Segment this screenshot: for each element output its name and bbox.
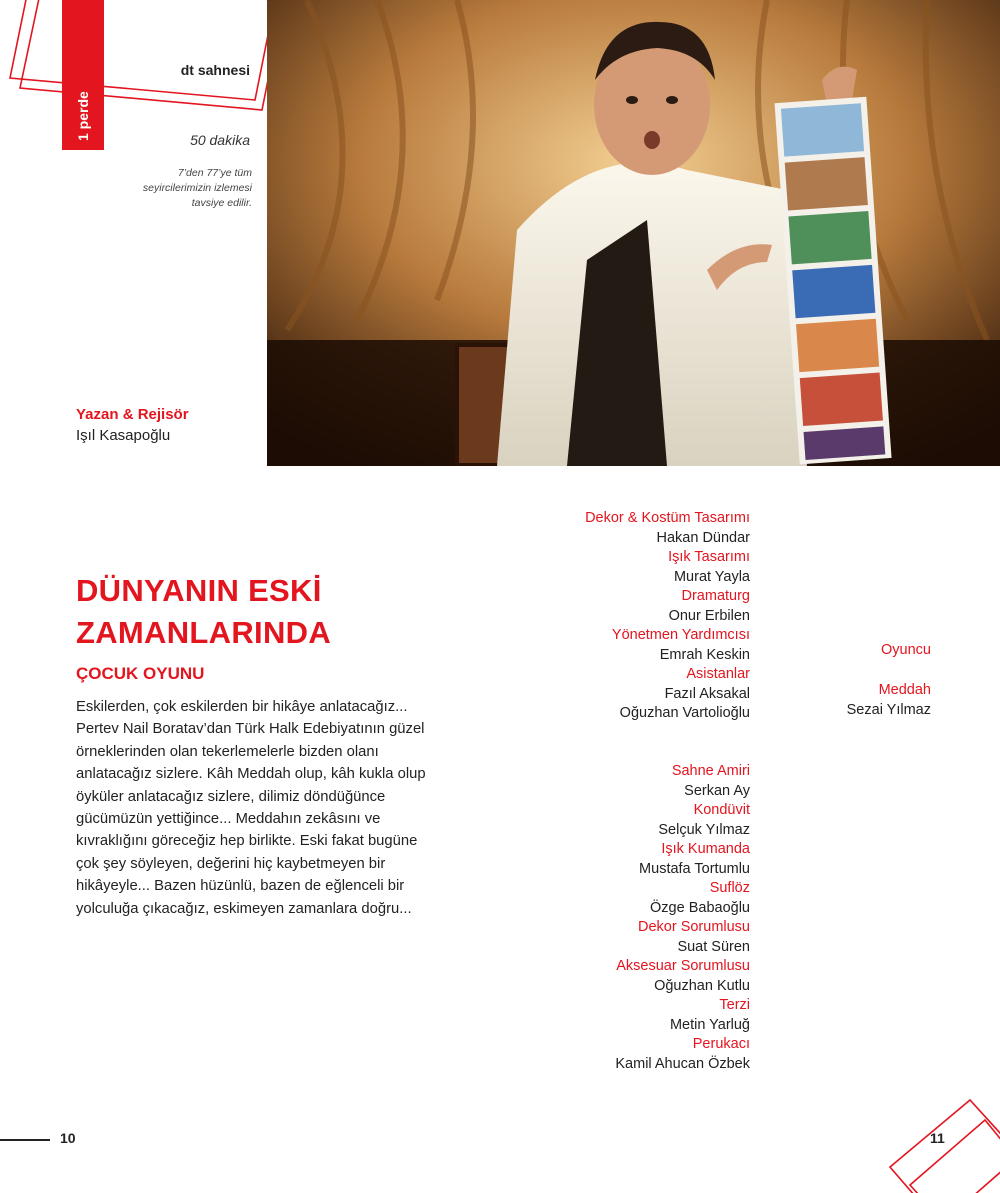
page-number-right: 11 [930,1130,945,1146]
play-subtitle: ÇOCUK OYUNU [76,664,205,683]
cast-name: Sezai Yılmaz [846,701,931,718]
crew-list-2 [500,762,750,1074]
decorative-frame [0,0,290,120]
crew-role: Kondüvit [693,802,750,818]
crew-list-1 [500,509,750,724]
crew-role: Perukacı [692,1036,750,1052]
duration: 50 dakika [190,132,250,148]
crew-name: Özge Babaoğlu [650,899,750,916]
stage-photo [267,0,1000,466]
crew-name: Emrah Keskin [659,646,750,663]
crew-name: Mustafa Tortumlu [639,860,750,877]
crew-role: Aksesuar Sorumlusu [616,958,750,974]
crew-name: Oğuzhan Kutlu [654,977,750,994]
crew-role: Dramaturg [681,588,750,604]
cast-heading: Oyuncu [881,642,931,658]
crew-role: Dekor Sorumlusu [637,919,750,935]
footer-rule [0,1139,50,1141]
page-number-left: 10 [60,1130,76,1146]
cast-list [760,681,931,720]
crew-role: Yönetmen Yardımcısı [611,627,750,643]
cast-role: Meddah [878,682,931,698]
crew-role: Işık Kumanda [661,841,750,857]
play-description: Eskilerden, çok eskilerden bir hikâye anlatacağız... Pertev Nail Boratav’dan Türk Halk Edebiyatının güzel örneklerinden olan tekerlemelerle bizden olanı anlatacağız sizlere. Kâh Meddah olup, kâh kukla olup öyküler anlatacağız sizlere, dilimiz döndüğünce gücümüzün yettiğince... Meddahın zekâsını ve kıvraklığını göreceğiz hep birlikte. Eski fakat bugüne çok şey söyleyen, değerini hiç kaybetmeyen bir hikâyeyle... Bazen hüzünlü, bazen de eğlenceli bir yolculuğa çıkacağız, eskimeyen zamanlara doğru... [76,699,426,917]
author-name: Işıl Kasapoğlu [76,427,171,444]
author-role: Yazan & Rejisör [76,406,189,423]
crew-name: Onur Erbilen [668,607,750,624]
decorative-frame-corner [870,1095,1000,1193]
author-credit [76,404,189,446]
play-title: DÜNYANIN ESKİ ZAMANLARINDA [76,573,332,650]
crew-name: Suat Süren [677,938,750,955]
crew-role: Sahne Amiri [671,763,750,779]
cast-heading-block [760,641,931,661]
crew-name: Murat Yayla [673,568,750,585]
crew-role: Işık Tasarımı [668,549,750,565]
crew-name: Oğuzhan Vartolioğlu [619,705,750,721]
crew-name: Metin Yarluğ [669,1016,750,1033]
crew-role: Dekor & Kostüm Tasarımı [585,510,750,526]
age-recommendation: 7’den 77’ye tüm seyircilerimizin izlemesi tavsiye edilir. [142,167,252,209]
perde-label: 1 perde [75,91,91,141]
crew-role: Suflöz [709,880,750,896]
crew-name: Serkan Ay [684,782,750,799]
crew-name: Selçuk Yılmaz [658,821,750,838]
crew-role: Terzi [719,997,750,1013]
crew-name: Hakan Dündar [656,529,750,546]
stage-name: dt sahnesi [180,62,250,78]
crew-name: Fazıl Aksakal [664,685,750,702]
crew-name: Kamil Ahucan Özbek [615,1055,750,1072]
crew-role: Asistanlar [686,666,750,682]
